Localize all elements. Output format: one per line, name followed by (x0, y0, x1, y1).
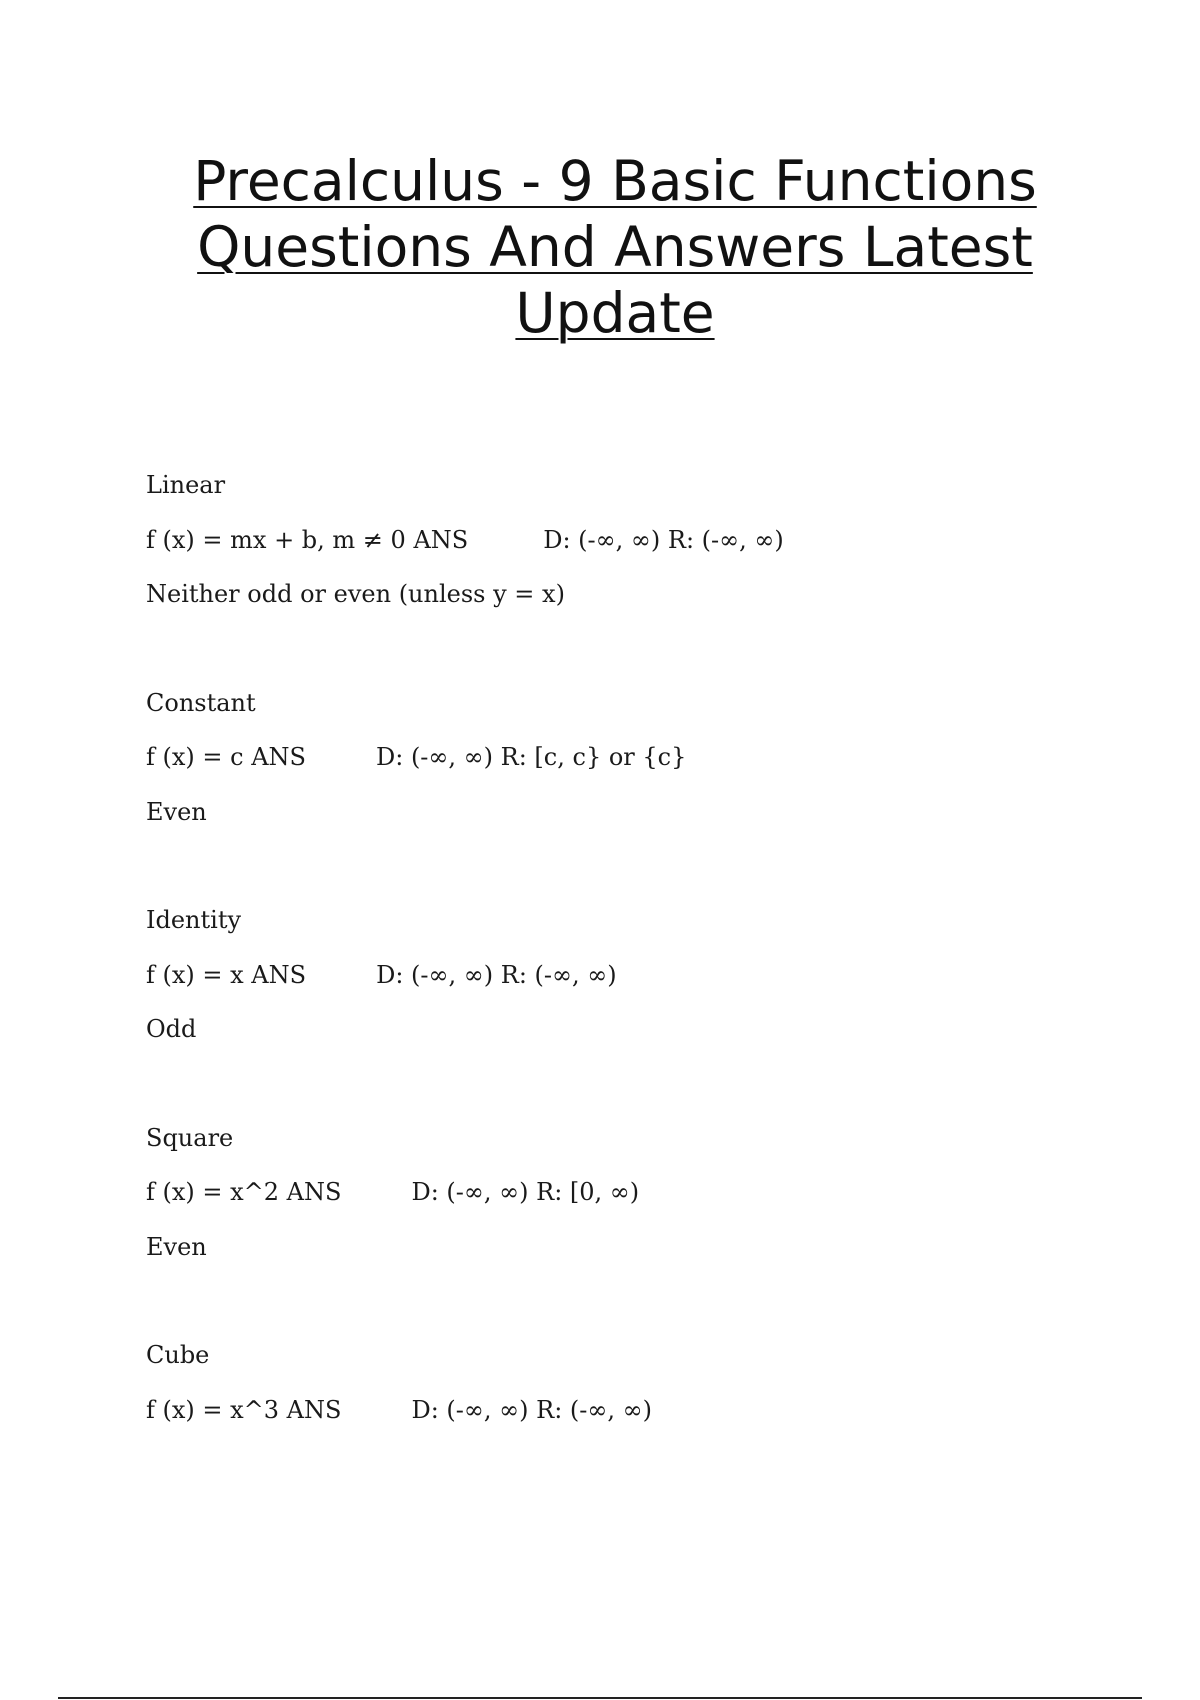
function-symmetry: Neither odd or even (unless y = x) (146, 580, 565, 608)
function-formula-line (146, 513, 1126, 568)
document-title: Precalculus - 9 Basic Functions Questions And Answers Latest Update (193, 149, 1037, 345)
footer-divider (58, 1697, 1142, 1699)
function-section-cube (146, 1328, 1126, 1437)
function-symmetry: Even (146, 797, 207, 826)
function-formula: f (x) = x^3 ANS (146, 1395, 342, 1424)
function-formula: f (x) = mx + b, m ≠ 0 ANS (146, 525, 469, 554)
function-symmetry: Even (146, 1232, 207, 1261)
function-symmetry: Odd (146, 1015, 197, 1043)
function-formula: f (x) = x ANS (146, 960, 307, 989)
function-domain-range: D: (-∞, ∞) R: (-∞, ∞) (411, 1395, 652, 1424)
function-formula: f (x) = x^2 ANS (146, 1178, 342, 1206)
function-name: Cube (146, 1341, 210, 1369)
functions-list (146, 458, 1126, 1491)
function-name: Constant (146, 688, 256, 717)
function-name: Identity (146, 906, 242, 934)
function-formula-line (146, 948, 1126, 1003)
function-formula-line (146, 1165, 1126, 1220)
function-name: Linear (146, 471, 226, 499)
function-domain-range: D: (-∞, ∞) R: [0, ∞) (411, 1178, 640, 1206)
function-formula-line (146, 1383, 1126, 1438)
function-domain-range: D: (-∞, ∞) R: (-∞, ∞) (376, 960, 617, 989)
function-section-square (146, 1111, 1126, 1275)
function-name: Square (146, 1123, 234, 1152)
function-domain-range: D: (-∞, ∞) R: [c, c} or {c} (375, 743, 687, 771)
function-section-linear (146, 458, 1126, 622)
function-section-identity (146, 893, 1126, 1057)
function-formula-line (146, 730, 1126, 785)
function-domain-range: D: (-∞, ∞) R: (-∞, ∞) (543, 525, 784, 554)
function-section-constant (146, 676, 1126, 840)
function-formula: f (x) = c ANS (146, 743, 306, 771)
